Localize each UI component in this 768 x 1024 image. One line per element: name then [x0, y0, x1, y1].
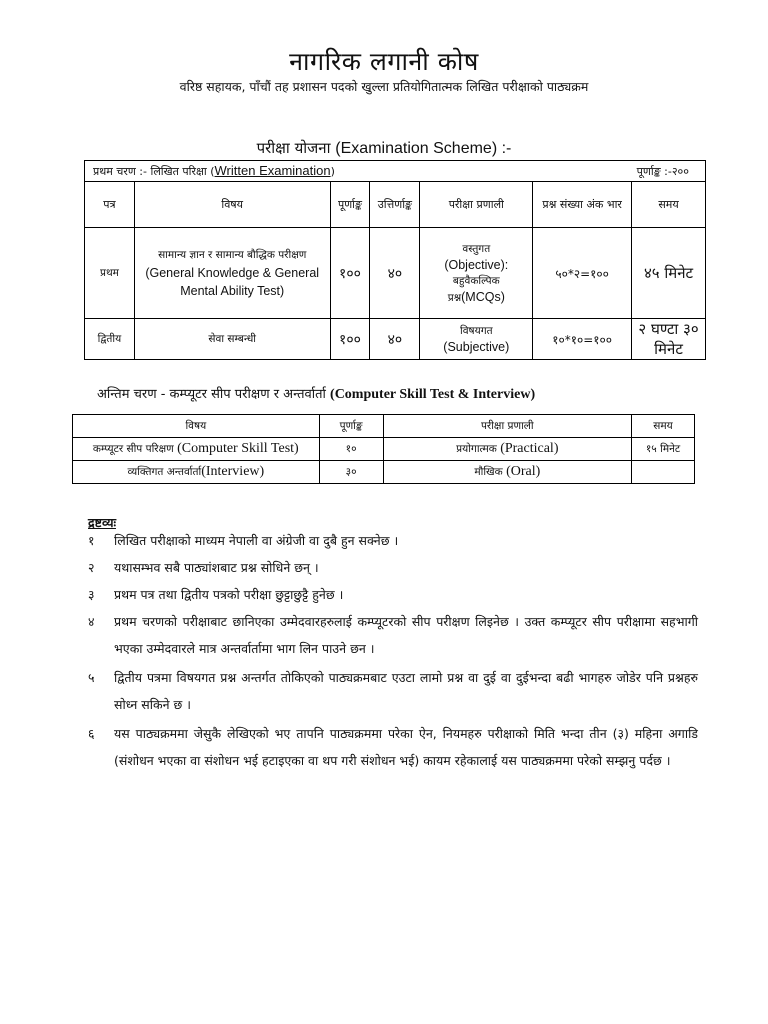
exam-system-cell: विषयगत (Subjective) [420, 319, 533, 360]
first-stage-label: प्रथम चरण :- लिखित परिक्षा (Written Examination) [85, 161, 420, 182]
col-header-exam-system: परीक्षा प्रणाली [420, 182, 533, 228]
pass-marks-cell: ४० [370, 319, 420, 360]
computer-skill-interview-table [72, 414, 695, 484]
note-number: १ [88, 533, 95, 548]
first-stage-full-marks: पूर्णाङ्क :-२०० [420, 161, 706, 182]
note-text: लिखित परीक्षाको माध्यम नेपाली वा अंग्रेजी वा दुबै हुन सक्नेछ । [114, 533, 399, 548]
scheme-heading-np: परीक्षा योजना [256, 139, 331, 157]
subject-cell: कम्प्यूटर सीप परिक्षण (Computer Skill Test) [73, 438, 320, 461]
note-number: ६ [88, 726, 95, 741]
time-cell: २ घण्टा ३० मिनेट [632, 319, 706, 360]
col-header-subject: विषय [73, 415, 320, 438]
time-cell: १५ मिनेट [632, 438, 695, 461]
col-header-questions: प्रश्न संख्या अंक भार [533, 182, 632, 228]
list-item [88, 554, 698, 581]
note-number: ४ [88, 614, 95, 629]
note-text: प्रथम पत्र तथा द्वितीय पत्रको परीक्षा छुट्टाछुट्टै हुनेछ । [114, 587, 344, 602]
col-header-time: समय [632, 182, 706, 228]
note-number: २ [88, 560, 95, 575]
exam-system-cell: मौखिक (Oral) [383, 461, 632, 484]
list-item [88, 581, 698, 608]
exam-system-cell: वस्तुगत (Objective): बहुवैकल्पिक प्रश्न(MCQs) [420, 228, 533, 319]
col-header-pass-marks: उत्तिर्णाङ्क [370, 182, 420, 228]
paper-cell: द्वितीय [85, 319, 135, 360]
written-exam-table [84, 160, 706, 360]
full-marks-cell: ३० [319, 461, 383, 484]
list-item [88, 527, 698, 554]
document-title: नागरिक लगानी कोष [289, 47, 479, 76]
scheme-heading-en: (Examination Scheme) :- [335, 140, 512, 157]
list-item [88, 664, 698, 718]
note-text: यस पाठ्यक्रममा जेसुकै लेखिएको भए तापनि पाठ्यक्रममा परेका ऐन, नियमहरु परीक्षाको मिति भन्दा तीन (३) महिना अगाडि (संशोधन भएका वा संशोधन भई हटाइएका वा थप गरी संशोधन भई) कायम रहेकालाई यस पाठ्यक्रममा परेको सम्झनु पर्दछ । [114, 726, 698, 768]
table-row [85, 319, 706, 360]
list-item [88, 720, 698, 774]
time-cell: ४५ मिनेट [632, 228, 706, 319]
time-cell [632, 461, 695, 484]
document-subtitle: वरिष्ठ सहायक, पाँचौं तह प्रशासन पदको खुल्ला प्रतियोगितात्मक लिखित परीक्षाको पाठ्यक्रम [179, 79, 589, 94]
note-text: यथासम्भव सबै पाठ्यांशबाट प्रश्न सोधिने छन् । [114, 560, 319, 575]
note-text: प्रथम चरणको परीक्षाबाट छानिएका उम्मेदवारहरुलाई कम्प्यूटरको सीप परीक्षण लिइनेछ । उक्त कम्प्यूटर सीप परीक्षामा सहभागी भएका उम्मेदवारले मात्र अन्तर्वार्तामा भाग लिन पाउने छन । [114, 614, 698, 656]
table-row [73, 461, 695, 484]
col-header-full-marks: पूर्णाङ्क [330, 182, 370, 228]
list-item [88, 608, 698, 662]
full-marks-cell: १०० [330, 228, 370, 319]
table-row [85, 228, 706, 319]
col-header-subject: विषय [134, 182, 330, 228]
subject-cell: सामान्य ज्ञान र सामान्य बौद्धिक परीक्षण (General Knowledge & General Mental Ability Test) [134, 228, 330, 319]
note-number: ५ [88, 670, 95, 685]
subject-cell: सेवा सम्बन्धी [134, 319, 330, 360]
paper-cell: प्रथम [85, 228, 135, 319]
table-header-row [85, 182, 706, 228]
col-header-exam-system: परीक्षा प्रणाली [383, 415, 632, 438]
note-number: ३ [88, 587, 95, 602]
exam-system-cell: प्रयोगात्मक (Practical) [383, 438, 632, 461]
questions-cell: ५०*२=१०० [533, 228, 632, 319]
first-stage-row [85, 161, 706, 182]
full-marks-cell: १०० [330, 319, 370, 360]
table-row [73, 438, 695, 461]
pass-marks-cell: ४० [370, 228, 420, 319]
notes-heading: द्रष्टव्यः [88, 515, 116, 530]
table-header-row [73, 415, 695, 438]
questions-cell: १०*१०=१०० [533, 319, 632, 360]
full-marks-cell: १० [319, 438, 383, 461]
examination-scheme-heading [0, 138, 768, 158]
col-header-full-marks: पूर्णाङ्क [319, 415, 383, 438]
col-header-time: समय [632, 415, 695, 438]
subject-cell: व्यक्तिगत अन्तर्वार्ता(Interview) [73, 461, 320, 484]
final-stage-heading: अन्तिम चरण - कम्प्यूटर सीप परीक्षण र अन्तर्वार्ता (Computer Skill Test & Interview) [97, 387, 536, 402]
col-header-paper: पत्र [85, 182, 135, 228]
note-text: द्वितीय पत्रमा विषयगत प्रश्न अन्तर्गत तोकिएको पाठ्यक्रमबाट एउटा लामो प्रश्न वा दुई वा दुईभन्दा बढी भागहरु जोडेर पनि प्रश्नहरु सोध्न सकिने छ । [114, 670, 698, 712]
